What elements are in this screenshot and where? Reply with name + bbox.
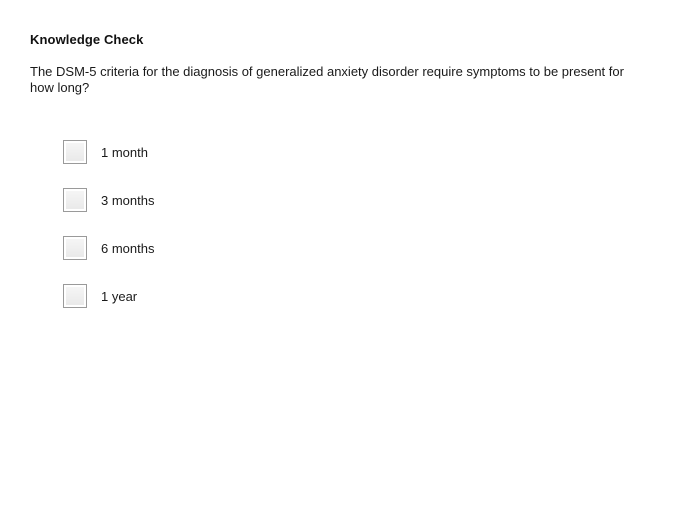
answer-option-6-months[interactable]: [63, 234, 154, 262]
answer-option-3-months[interactable]: [63, 186, 154, 214]
answer-checkbox[interactable]: [63, 284, 87, 308]
answer-label: 1 month: [101, 144, 148, 160]
answer-checkbox[interactable]: [63, 140, 87, 164]
answer-label: 3 months: [101, 192, 155, 208]
answer-label: 6 months: [101, 240, 155, 256]
answer-option-1-year[interactable]: [63, 282, 154, 310]
quiz-title: Knowledge Check: [30, 32, 144, 47]
answer-option-1-month[interactable]: [63, 138, 154, 166]
knowledge-check-card: [30, 32, 650, 96]
answer-label: 1 year: [101, 288, 138, 304]
answer-checkbox[interactable]: [63, 236, 87, 260]
answer-checkbox[interactable]: [63, 188, 87, 212]
question-text: The DSM-5 criteria for the diagnosis of generalized anxiety disorder require symptoms to be present for how long?: [30, 64, 624, 95]
answer-options: [63, 138, 154, 330]
